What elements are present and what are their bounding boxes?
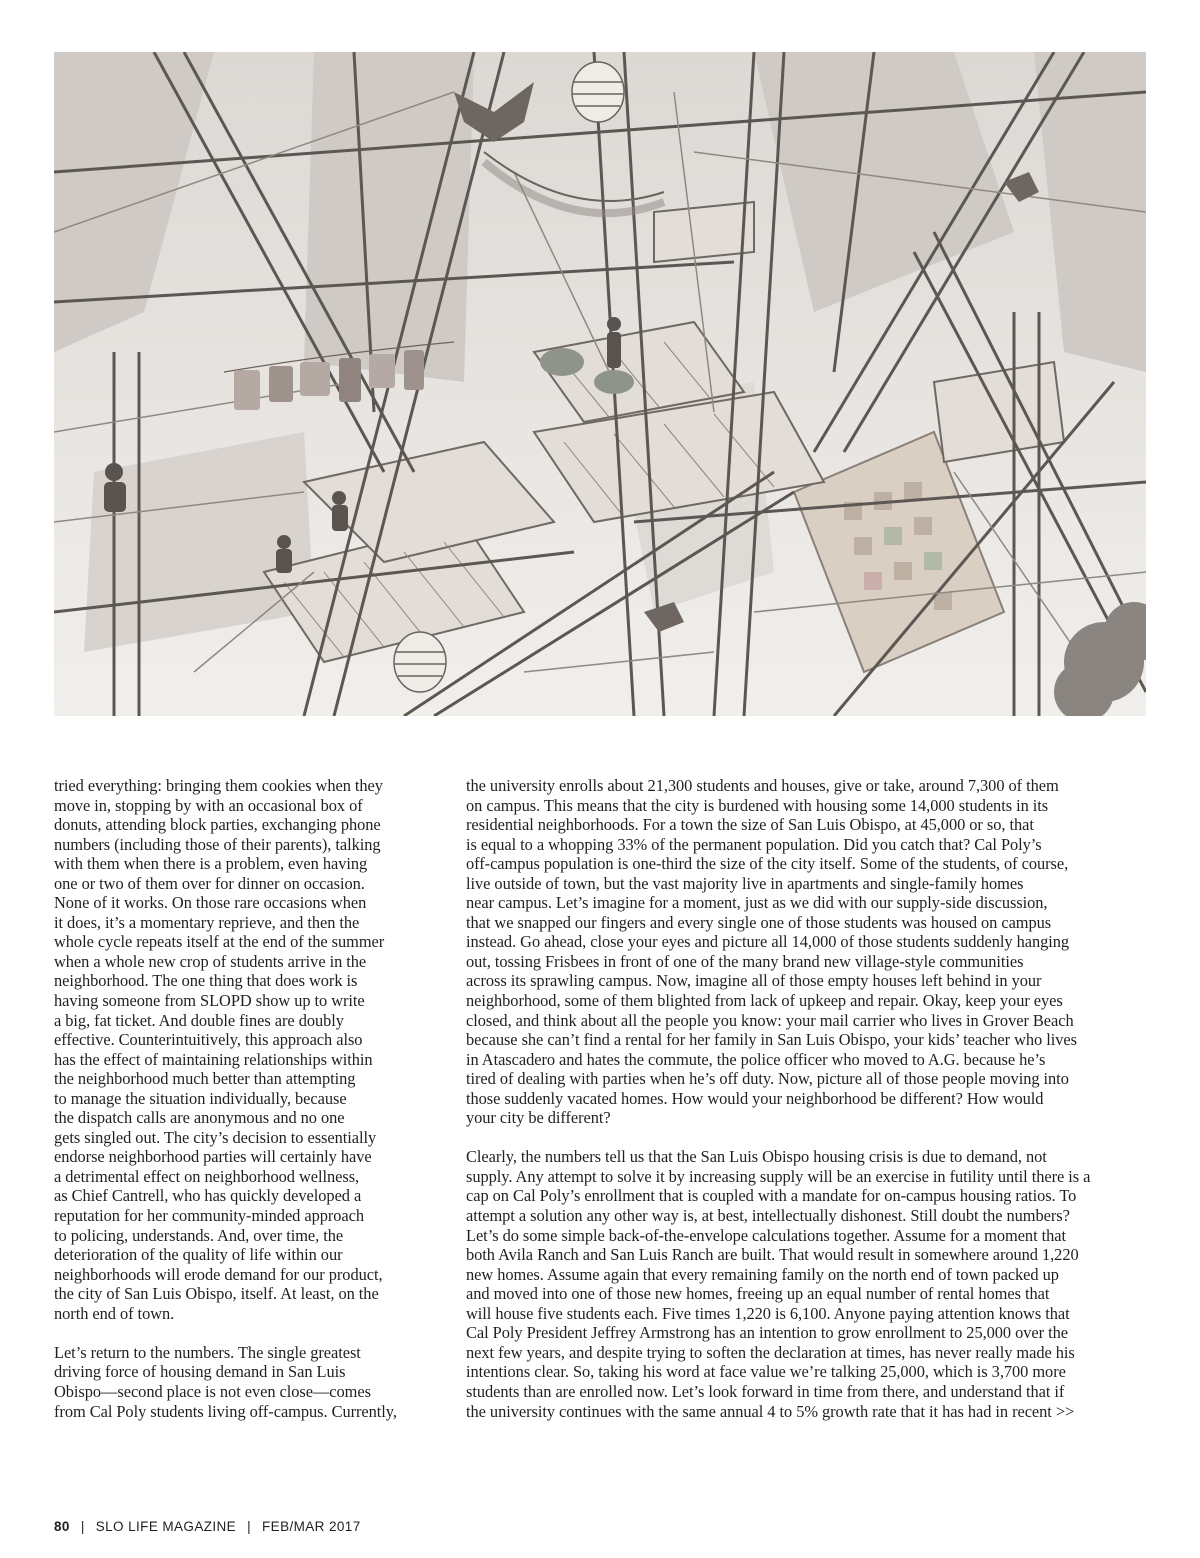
text-line: as Chief Cantrell, who has quickly developed a [54,1186,362,1206]
article-column-left [54,776,426,1421]
text-line: effective. Counterintuitively, this approach also [54,1030,363,1050]
text-line: across its sprawling campus. Now, imagine all of those empty houses left behind in your [466,971,1042,991]
text-line: attempt a solution any other way is, at best, intellectually dishonest. Still doubt the numbers? [466,1206,1070,1226]
text-line: instead. Go ahead, close your eyes and picture all 14,000 of those students suddenly hanging [466,932,1070,952]
text-line: the neighborhood much better than attempting [54,1069,356,1089]
text-line: endorse neighborhood parties will certainly have [54,1147,372,1167]
page-number: 80 [54,1519,70,1534]
text-line: tired of dealing with parties when he’s off duty. Now, picture all of those people moving into [466,1069,1069,1089]
text-line: is equal to a whopping 33% of the permanent population. Did you catch that? Cal Poly’s [466,834,1042,854]
text-line: Cal Poly President Jeffrey Armstrong has an intention to grow enrollment to 25,000 over the [466,1323,1068,1343]
text-line: will house five students each. Five times 1,220 is 6,100. Anyone paying attention knows that [466,1303,1070,1323]
text-line: the city of San Luis Obispo, itself. At least, on the [54,1284,379,1304]
illustration [54,52,1146,716]
text-line: the university enrolls about 21,300 students and houses, give or take, around 7,300 of them [466,776,1059,795]
text-line: out, tossing Frisbees in front of one of the many brand new village-style communities [466,951,1024,971]
text-line: live outside of town, but the vast majority live in apartments and single-family homes [466,873,1024,893]
text-line: having someone from SLOPD show up to write [54,991,365,1011]
text-line: on campus. This means that the city is burdened with housing some 14,000 students in its [466,795,1049,815]
text-line: with them when there is a problem, even having [54,854,368,874]
text-line: in Atascadero and hates the commute, the police officer who moved to A.G. because he’s [466,1049,1046,1069]
text-line: because she can’t find a rental for her family in San Luis Obispo, your kids’ teacher who lives [466,1030,1077,1050]
paragraph [54,1343,426,1421]
text-line: near campus. Let’s imagine for a moment, just as we did with our supply-side discussion, [466,893,1048,913]
text-line: the university continues with the same annual 4 to 5% growth rate that it has had in recent >> [466,1401,1075,1421]
text-line: one or two of them over for dinner on occasion. [54,873,365,893]
text-line: that we snapped our fingers and every single one of those students was housed on campus [466,912,1052,932]
text-line: it does, it’s a momentary reprieve, and then the [54,912,360,932]
text-line: next few years, and despite trying to soften the declaration at times, has never really made his [466,1342,1075,1362]
text-line: supply. Any attempt to solve it by increasing supply will be an exercise in futility until there is a [466,1166,1091,1186]
issue-date: FEB/MAR 2017 [262,1519,361,1534]
text-line: move in, stopping by with an occasional box of [54,795,363,815]
text-line: off-campus population is one-third the size of the city itself. Some of the students, of course, [466,854,1069,874]
paragraph [54,776,426,1323]
text-line: when a whole new crop of students arrive in the [54,951,367,971]
article-column-right [466,776,1146,1421]
text-line: a detrimental effect on neighborhood wellness, [54,1166,360,1186]
text-line: the dispatch calls are anonymous and no one [54,1108,345,1128]
text-line: donuts, attending block parties, exchanging phone [54,815,381,835]
text-line: to policing, understands. And, over time, the [54,1225,344,1245]
text-line: Let’s return to the numbers. The single greatest [54,1342,361,1362]
text-line: cap on Cal Poly’s enrollment that is coupled with a mandate for on-campus housing ratios. To [466,1186,1077,1206]
text-line: intentions clear. So, taking his word at face value we’re talking 25,000, which is 3,700 more [466,1362,1066,1382]
text-line: from Cal Poly students living off-campus. Currently, [54,1401,397,1421]
text-line: your city be different? [466,1108,611,1128]
magazine-name: SLO LIFE MAGAZINE [95,1519,237,1534]
paragraph [466,1147,1146,1421]
text-line: neighborhood, some of them blighted from lack of upkeep and repair. Okay, keep your eyes [466,991,1063,1011]
text-line: has the effect of maintaining relationships within [54,1049,373,1069]
text-line: students than are enrolled now. Let’s look forward in time from there, and understand that if [466,1381,1065,1401]
text-line: a big, fat ticket. And double fines are doubly [54,1010,344,1030]
text-line: Obispo—second place is not even close—comes [54,1381,371,1401]
text-line: closed, and think about all the people you know: your mail carrier who lives in Grover Beach [466,1010,1074,1030]
text-line: whole cycle repeats itself at the end of the summer [54,932,385,952]
text-line: to manage the situation individually, because [54,1088,347,1108]
text-line: new homes. Assume again that every remaining family on the north end of town packed up [466,1264,1059,1284]
text-line: residential neighborhoods. For a town the size of San Luis Obispo, at 45,000 or so, that [466,815,1034,835]
text-line: neighborhoods will erode demand for our product, [54,1264,383,1284]
text-line: neighborhood. The one thing that does work is [54,971,358,991]
text-line: reputation for her community-minded approach [54,1206,365,1226]
footer-separator: | [80,1519,85,1534]
text-line: Let’s do some simple back-of-the-envelope calculations together. Assume for a moment that [466,1225,1067,1245]
text-line: gets singled out. The city’s decision to essentially [54,1127,377,1147]
text-line: None of it works. On those rare occasions when [54,893,367,913]
text-line: numbers (including those of their parents), talking [54,834,381,854]
text-line: and moved into one of those new homes, freeing up an equal number of rental homes that [466,1284,1050,1304]
text-line: tried everything: bringing them cookies when they [54,776,383,795]
text-line: both Avila Ranch and San Luis Ranch are built. That would result in somewhere around 1,220 [466,1245,1079,1265]
text-line: deterioration of the quality of life within our [54,1245,343,1265]
text-line: Clearly, the numbers tell us that the San Luis Obispo housing crisis is due to demand, not [466,1147,1047,1167]
footer-separator: | [247,1519,252,1534]
text-line: driving force of housing demand in San Luis [54,1362,346,1382]
text-line: those suddenly vacated homes. How would your neighborhood be different? How would [466,1088,1044,1108]
page-footer [54,1519,361,1534]
paragraph-gap [54,1323,426,1343]
text-line: north end of town. [54,1303,175,1323]
timber-frame-drawing [54,52,1146,716]
paragraph-gap [466,1128,1146,1148]
paragraph [466,776,1146,1128]
